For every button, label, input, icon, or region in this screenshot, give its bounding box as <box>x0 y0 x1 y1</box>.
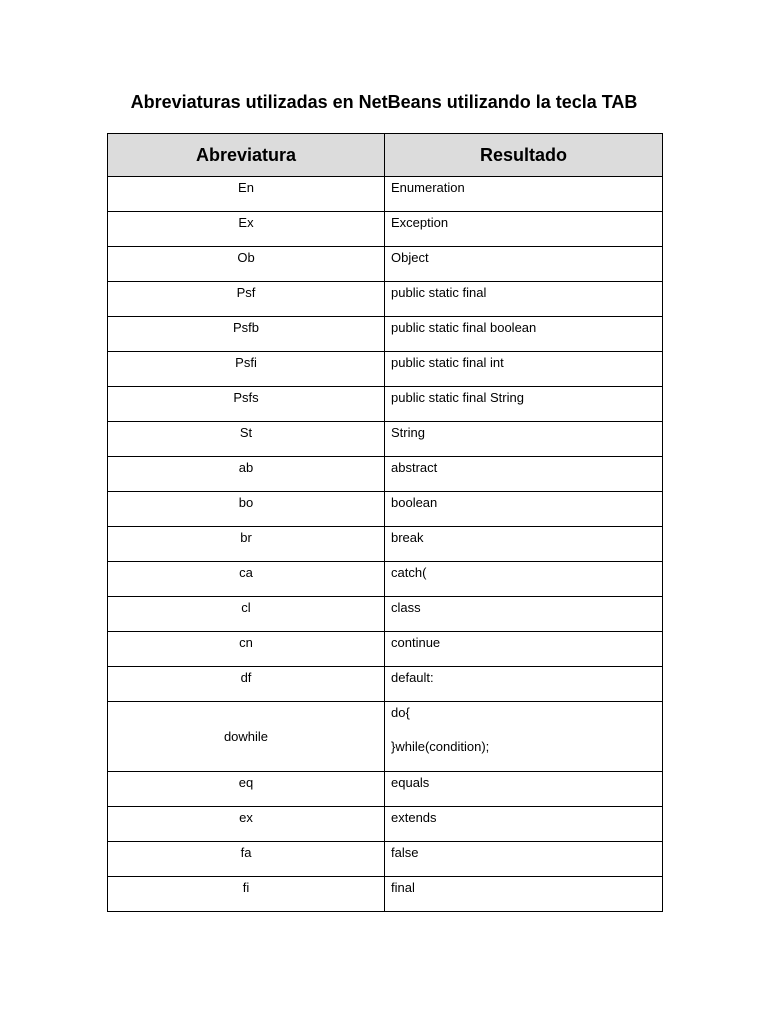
abbreviation-cell: Psfb <box>108 317 385 352</box>
result-line: public static final int <box>391 355 504 370</box>
table-row <box>108 632 663 667</box>
table-row <box>108 842 663 877</box>
result-cell <box>385 492 663 527</box>
column-header-result: Resultado <box>385 134 663 177</box>
table-row <box>108 457 663 492</box>
result-cell <box>385 562 663 597</box>
result-cell <box>385 247 663 282</box>
table-row <box>108 597 663 632</box>
result-cell <box>385 317 663 352</box>
table-row <box>108 492 663 527</box>
table-row <box>108 527 663 562</box>
abbreviation-cell: fi <box>108 877 385 912</box>
abbreviation-cell: ab <box>108 457 385 492</box>
result-cell <box>385 527 663 562</box>
result-cell <box>385 422 663 457</box>
table-row <box>108 352 663 387</box>
table-row <box>108 282 663 317</box>
result-cell <box>385 807 663 842</box>
table-row <box>108 702 663 772</box>
result-line: public static final boolean <box>391 320 537 335</box>
result-cell <box>385 667 663 702</box>
result-line: Object <box>391 250 429 265</box>
table-header-row <box>108 134 663 177</box>
result-line: abstract <box>391 460 438 475</box>
abbreviation-cell: bo <box>108 492 385 527</box>
result-line: break <box>391 530 424 545</box>
table-row <box>108 562 663 597</box>
result-line: false <box>391 845 419 860</box>
result-cell <box>385 597 663 632</box>
table-row <box>108 247 663 282</box>
abbreviation-cell: fa <box>108 842 385 877</box>
result-line: public static final <box>391 285 487 300</box>
result-cell <box>385 212 663 247</box>
result-cell <box>385 877 663 912</box>
result-line: default: <box>391 670 434 685</box>
table-body <box>108 177 663 912</box>
abbreviation-cell: Psf <box>108 282 385 317</box>
result-line: continue <box>391 635 441 650</box>
result-cell <box>385 772 663 807</box>
abbreviation-cell: br <box>108 527 385 562</box>
result-cell <box>385 702 663 772</box>
result-line: }while(condition); <box>391 739 490 754</box>
table-row <box>108 387 663 422</box>
table-row <box>108 422 663 457</box>
result-line: class <box>391 600 421 615</box>
abbreviation-cell: eq <box>108 772 385 807</box>
abbreviation-cell: St <box>108 422 385 457</box>
table-row <box>108 317 663 352</box>
result-cell <box>385 387 663 422</box>
result-line: equals <box>391 775 430 790</box>
table-row <box>108 177 663 212</box>
abbreviation-cell: cl <box>108 597 385 632</box>
result-line: extends <box>391 810 437 825</box>
table-row <box>108 772 663 807</box>
table-row <box>108 667 663 702</box>
table-row <box>108 877 663 912</box>
result-line: do{ <box>391 705 410 720</box>
column-header-abbreviation: Abreviatura <box>108 134 385 177</box>
result-cell <box>385 457 663 492</box>
abbreviation-cell: ex <box>108 807 385 842</box>
result-cell <box>385 282 663 317</box>
result-line: boolean <box>391 495 438 510</box>
abbreviation-cell: Psfi <box>108 352 385 387</box>
document-title: Abreviaturas utilizadas en NetBeans utilizando la tecla TAB <box>130 92 638 112</box>
result-line: String <box>391 425 425 440</box>
abbreviation-cell: ca <box>108 562 385 597</box>
result-line: Enumeration <box>391 180 465 195</box>
abbreviation-cell: En <box>108 177 385 212</box>
result-cell <box>385 842 663 877</box>
result-cell <box>385 177 663 212</box>
result-line: final <box>391 880 415 895</box>
result-cell <box>385 352 663 387</box>
abbreviation-cell: Psfs <box>108 387 385 422</box>
abbreviation-cell: Ob <box>108 247 385 282</box>
table-row <box>108 807 663 842</box>
abbreviations-table <box>107 133 663 912</box>
abbreviation-cell: df <box>108 667 385 702</box>
result-cell <box>385 632 663 667</box>
result-line: public static final String <box>391 390 524 405</box>
result-line: Exception <box>391 215 449 230</box>
table-row <box>108 212 663 247</box>
abbreviation-cell: Ex <box>108 212 385 247</box>
result-line: catch( <box>391 565 427 580</box>
abbreviation-cell: dowhile <box>108 702 385 772</box>
abbreviation-cell: cn <box>108 632 385 667</box>
